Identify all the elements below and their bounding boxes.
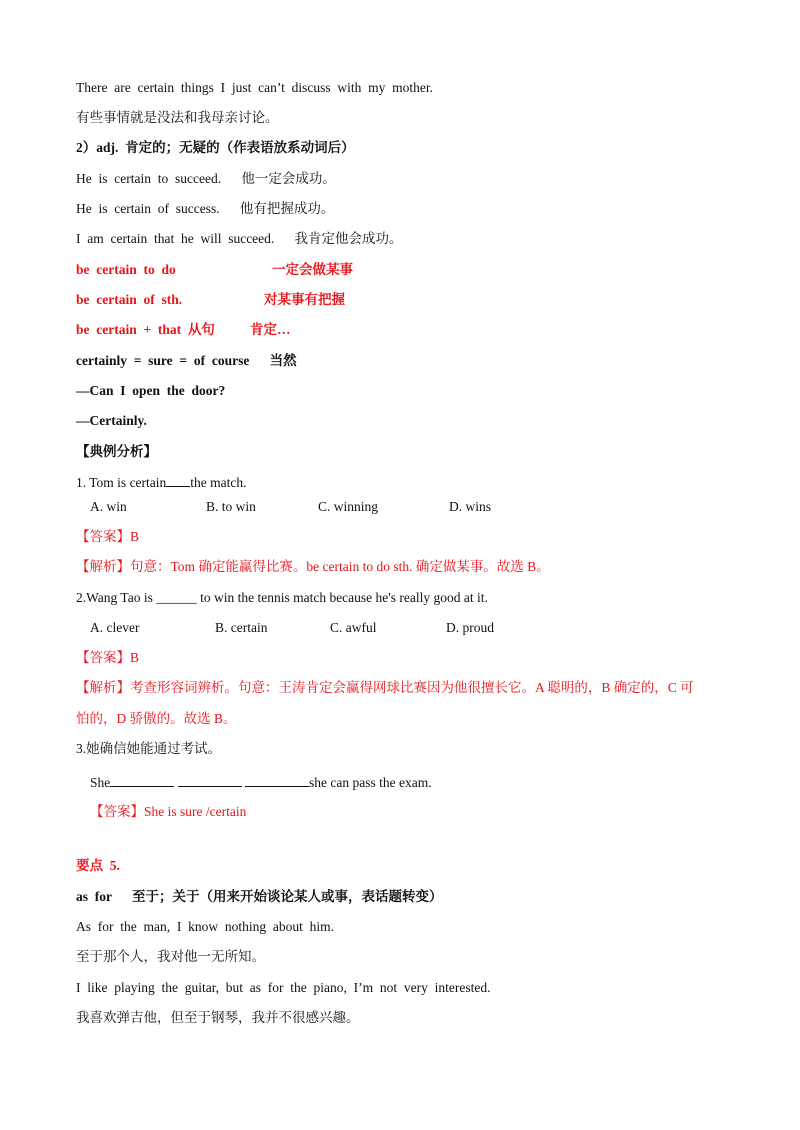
- example-sentence: I like playing the guitar, but as for the piano, I’m not very interested.: [76, 980, 491, 995]
- example-sentence: He is certain of success. 他有把握成功。: [76, 201, 335, 216]
- dialogue-line: —Certainly.: [76, 413, 147, 428]
- example-translation: 有些事情就是没法和我母亲讨论。: [76, 110, 279, 125]
- question-1: 1. Tom is certain the match.: [76, 475, 247, 490]
- explanation: 【解析】句意：Tom 确定能赢得比赛。be certain to do sth. 确定做某事。故选 B。: [76, 559, 550, 574]
- explanation: 【解析】考查形容词辨析。句意：王涛肯定会赢得网球比赛因为他很擅长它。A 聪明的，B 确定的，C 可: [76, 680, 694, 695]
- synonym-line: certainly = sure = of course 当然: [76, 353, 297, 368]
- example-translation: 至于那个人，我对他一无所知。: [76, 949, 265, 964]
- phrase-definition: as for 至于；关于（用来开始谈论某人或事，表话题转变）: [76, 889, 443, 904]
- option-d: D. wins: [449, 499, 492, 514]
- phrase-pattern: be certain of sth.: [76, 292, 183, 307]
- answer: 【答案】B: [76, 529, 140, 544]
- phrase-pattern: be certain to do: [76, 262, 176, 277]
- option-c: C. winning: [318, 499, 379, 514]
- example-sentence: As for the man, I know nothing about him.: [76, 919, 334, 934]
- option-d: D. proud: [446, 620, 494, 635]
- phrase-meaning: 一定会做某事: [272, 262, 353, 277]
- question-3: 3.她确信她能通过考试。: [76, 741, 222, 756]
- question-2: 2.Wang Tao is ______ to win the tennis match because he's really good at it.: [76, 590, 488, 605]
- answer: 【答案】She is sure /certain: [90, 804, 247, 819]
- option-a: A. clever: [90, 620, 140, 635]
- example-sentence: There are certain things I just can’t discuss with my mother.: [76, 80, 434, 95]
- option-a: A. win: [90, 499, 127, 514]
- definition-heading: 2）adj. 肯定的；无疑的（作表语放系动词后）: [76, 140, 355, 155]
- explanation-continued: 怕的，D 骄傲的。故选 B。: [76, 711, 237, 726]
- phrase-pattern: be certain + that 从句: [76, 322, 215, 337]
- option-b: B. to win: [206, 499, 256, 514]
- question-3-blanks: She she can pass the exam.: [90, 775, 432, 790]
- example-sentence: He is certain to succeed. 他一定会成功。: [76, 171, 336, 186]
- answer: 【答案】B: [76, 650, 140, 665]
- example-sentence: I am certain that he will succeed. 我肯定他会成功。: [76, 231, 403, 246]
- phrase-meaning: 对某事有把握: [264, 292, 345, 307]
- section-heading: 【典例分析】: [76, 444, 157, 459]
- option-c: C. awful: [330, 620, 377, 635]
- example-translation: 我喜欢弹吉他，但至于钢琴，我并不很感兴趣。: [76, 1010, 360, 1025]
- dialogue-line: —Can I open the door?: [76, 383, 226, 398]
- phrase-meaning: 肯定…: [250, 322, 291, 337]
- key-point-heading: 要点 5.: [76, 858, 120, 873]
- option-b: B. certain: [215, 620, 268, 635]
